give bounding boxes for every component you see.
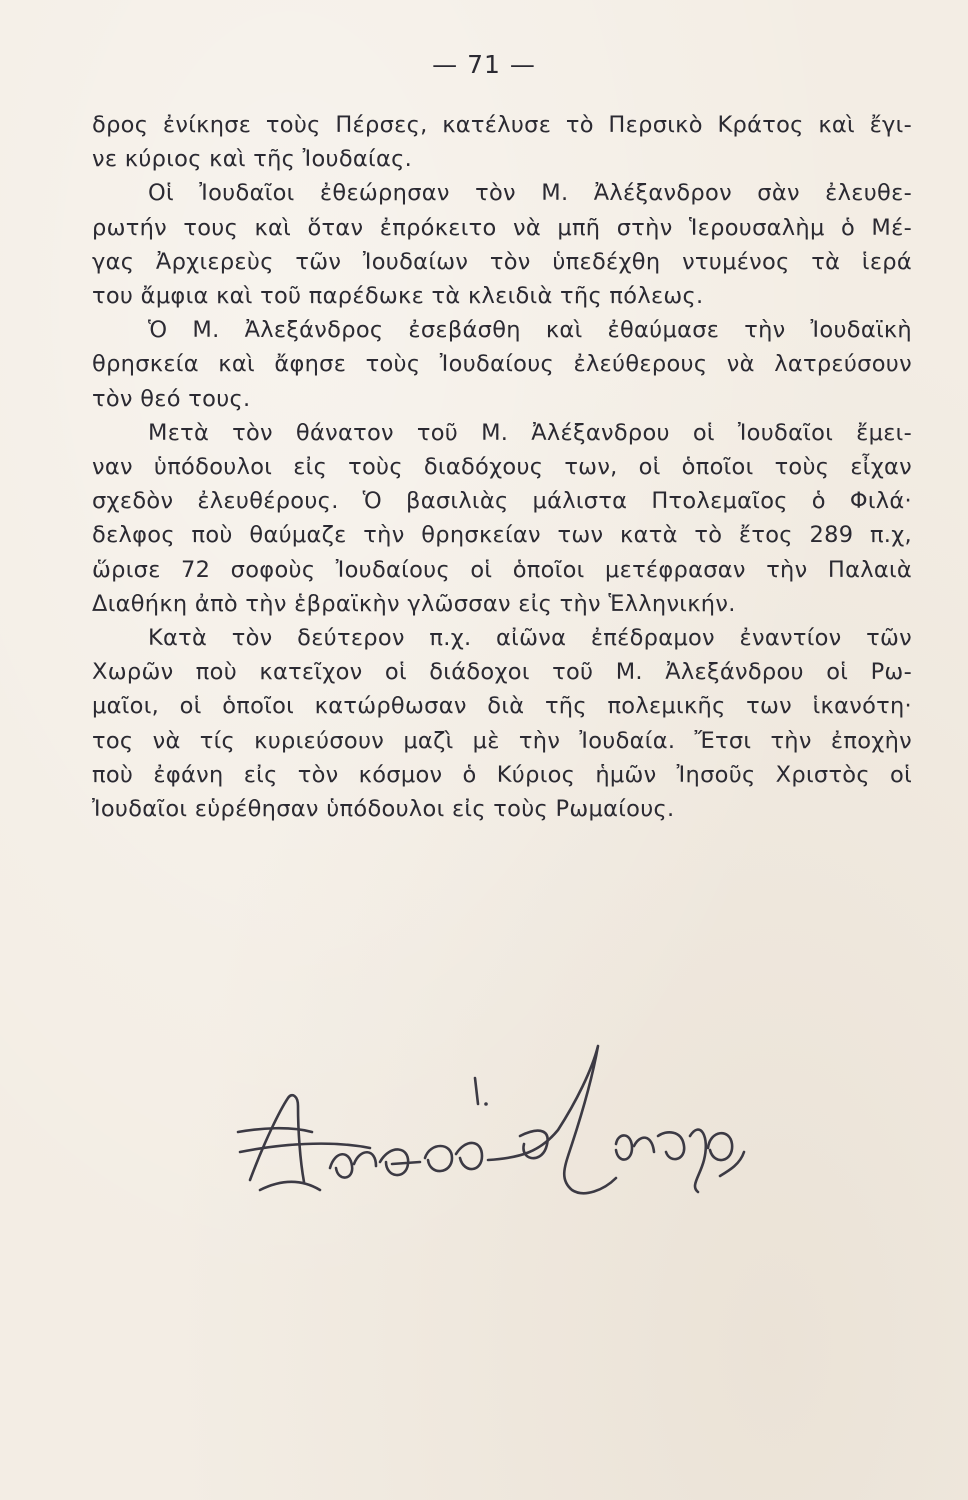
text-line: γας Ἀρχιερεὺς τῶν Ἰουδαίων τὸν ὑπεδέχθη ντυμένος τὰ ἱερά — [92, 248, 912, 275]
text-line: ρωτήν τους καὶ ὅταν ἐπρόκειτο νὰ μπῆ στὴν Ἱερουσαλὴμ ὁ Μέ- — [92, 214, 912, 241]
text-line: ποὺ ἐφάνη εἰς τὸν κόσμον ὁ Κύριος ἡμῶν Ἰησοῦς Χριστὸς οἱ — [92, 761, 912, 788]
paragraph-start-line: Οἱ Ἰουδαῖοι ἐθεώρησαν τὸν Μ. Ἀλέξανδρον σὰν ἐλευθε- — [148, 180, 912, 207]
signature-stroke — [708, 1133, 732, 1160]
paragraph-start-line: Μετὰ τὸν θάνατον τοῦ Μ. Ἀλέξανδρου οἱ Ἰουδαῖοι ἔμει- — [148, 419, 912, 446]
text-line: νε κύριος καὶ τῆς Ἰουδαίας. — [92, 146, 413, 173]
text-line: δρος ἐνίκησε τοὺς Πέρσες, κατέλυσε τὸ Περσικὸ Κράτος καὶ ἔγι- — [92, 112, 912, 138]
signature-stroke — [616, 1135, 654, 1159]
handwritten-signature — [220, 1040, 780, 1200]
signature-stroke — [380, 1149, 420, 1175]
signature-mark-stroke — [475, 1078, 478, 1104]
signature-stroke — [330, 1152, 376, 1177]
text-line: ὥρισε 72 σοφοὺς Ἰουδαίους οἱ ὁποῖοι μετέφρασαν τὴν Παλαιὰ — [92, 556, 912, 583]
signature-stroke — [720, 1152, 744, 1176]
signature-stroke — [425, 1143, 482, 1171]
paragraph-start-line: Ὁ Μ. Ἀλεξάνδρος ἐσεβάσθη καὶ ἐθαύμασε τὴν Ἰουδαϊκὴ — [148, 317, 912, 344]
text-line: του ἄμφια καὶ τοῦ παρέδωκε τὰ κλειδιὰ τῆς πόλεως. — [92, 283, 704, 310]
signature-stroke — [488, 1046, 616, 1193]
paragraph-start-line: Κατὰ τὸν δεύτερον π.χ. αἰῶνα ἐπέδραμον ἐναντίον τῶν — [148, 625, 912, 652]
text-line: Διαθήκη ἀπὸ τὴν ἑβραϊκὴν γλῶσσαν εἰς τὴν Ἑλληνικήν. — [92, 590, 736, 617]
signature-mark-dot — [484, 1102, 488, 1106]
text-line: Ἰουδαῖοι εὑρέθησαν ὑπόδουλοι εἰς τοὺς Ρωμαίους. — [92, 796, 675, 823]
page-number: — 71 — — [432, 50, 536, 79]
signature-stroke — [260, 1182, 320, 1190]
text-line: θρησκεία καὶ ἄφησε τοὺς Ἰουδαίους ἐλεύθερους νὰ λατρεύσουν — [92, 351, 912, 378]
signature-stroke — [658, 1130, 706, 1192]
text-line: μαῖοι, οἱ ὁποῖοι κατώρθωσαν διὰ τῆς πολεμικῆς των ἱκανότη· — [92, 693, 912, 720]
text-line: Χωρῶν ποὺ κατεῖχον οἱ διάδοχοι τοῦ Μ. Ἀλεξάνδρου οἱ Ρω- — [92, 659, 912, 686]
text-line: σχεδὸν ἐλευθέρους. Ὁ βασιλιὰς μάλιστα Πτολεμαῖος ὁ Φιλά· — [92, 488, 912, 515]
body-text — [92, 108, 912, 826]
text-line: τὸν θεό τους. — [92, 385, 251, 412]
signature-stroke — [238, 1128, 312, 1132]
signature-stroke — [250, 1095, 304, 1182]
text-line: ναν ὑπόδουλοι εἰς τοὺς διαδόχους των, οἱ ὁποῖοι τοὺς εἶχαν — [92, 454, 912, 481]
text-line: τος νὰ τίς κυριεύσουν μαζὶ μὲ τὴν Ἰουδαία. Ἔτσι τὴν ἐποχὴν — [92, 727, 912, 754]
signature-stroke — [240, 1144, 370, 1152]
text-line: δελφος ποὺ θαύμαζε τὴν θρησκείαν των κατὰ τὸ ἔτος 289 π.χ, — [92, 522, 912, 549]
